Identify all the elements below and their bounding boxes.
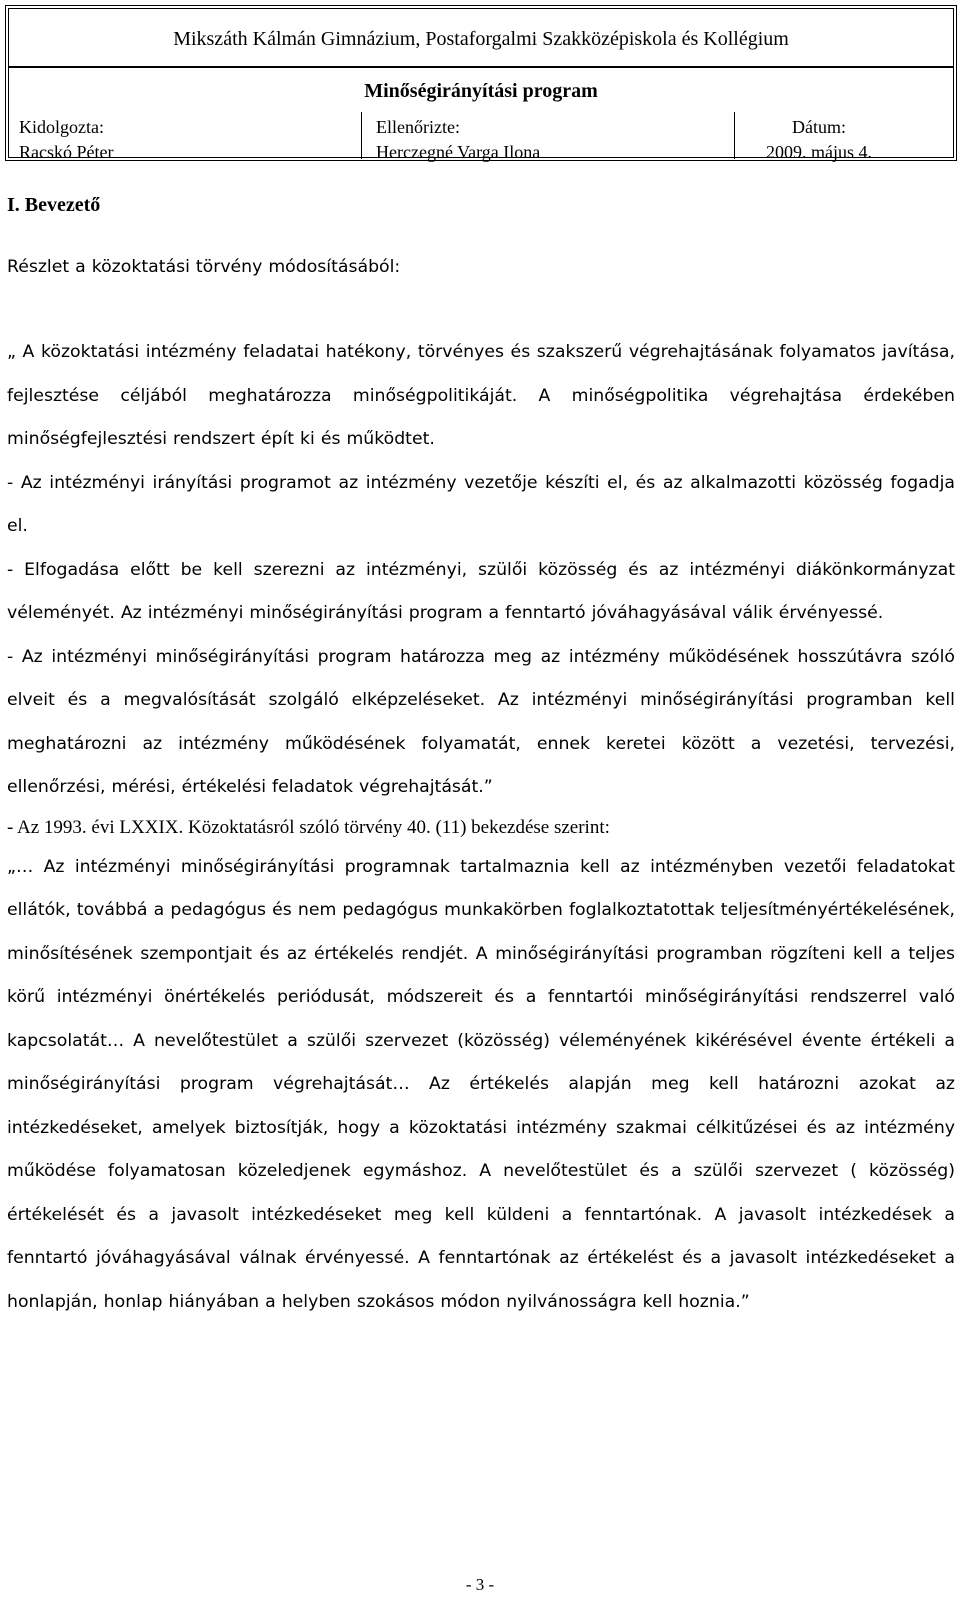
document-body bbox=[7, 191, 955, 1324]
intro-text: Részlet a közoktatási törvény módosításából: bbox=[7, 257, 401, 277]
section-heading: I. Bevezető bbox=[7, 194, 101, 216]
date-value: 2009. május 4. bbox=[766, 142, 872, 162]
school-name: Mikszáth Kálmán Gimnázium, Postaforgalmi Szakközépiskola és Kollégium bbox=[173, 28, 789, 50]
checker-block bbox=[376, 115, 540, 165]
checker-name: Herczegné Varga Ilona bbox=[376, 142, 541, 162]
program-title: Minőségirányítási program bbox=[364, 80, 598, 102]
author-block bbox=[19, 115, 113, 165]
law-quote-paragraph: - Az intézményi minőségirányítási program határozza meg az intézmény működésének hosszútávra szóló elveit és a megvalósítását szolgáló elképzeléseket. Az intézményi minőségirányítási programban kell meghatározni az intézmény működésének folyamatát, ennek keretei között a vezetési, tervezési, ellenőrzési, mérési, értékelési feladatok végrehajtását.” bbox=[7, 646, 955, 797]
document-header bbox=[5, 5, 957, 161]
column-divider bbox=[734, 112, 735, 159]
column-divider bbox=[361, 112, 362, 159]
header-divider bbox=[9, 66, 953, 68]
page-number: - 3 - bbox=[465, 1575, 495, 1594]
law-reference: - Az 1993. évi LXXIX. Közoktatásról szóló törvény 40. (11) bekezdése szerint: bbox=[7, 816, 610, 838]
author-label: Kidolgozta: bbox=[19, 117, 104, 137]
date-block bbox=[749, 115, 889, 165]
author-name: Racskó Péter bbox=[19, 142, 114, 162]
date-label: Dátum: bbox=[792, 117, 846, 137]
law-quote-paragraph: - Az intézményi irányítási programot az intézmény vezetője készíti el, és az alkalmazotti közösség fogadja el. bbox=[7, 472, 955, 536]
law-quote-paragraph: - Elfogadása előtt be kell szerezni az intézményi, szülői közösség és az intézményi diákönkormányzat véleményét. Az intézményi minőségirányítási program a fenntartó jóváhagyásával válik érvényessé. bbox=[7, 559, 955, 623]
law-quote-paragraph: „… Az intézményi minőségirányítási programnak tartalmaznia kell az intézményben vezetői feladatokat ellátók, továbbá a pedagógus és nem pedagógus munkakörben foglalkoztatottak teljesítményértékelésének, minősítésének szempontjait és az értékelés rendjét. A minőségirányítási programban rögzíteni kell a teljes körű intézményi önértékelés periódusát, módszereit és a fenntartói minőségirányítási rendszerrel való kapcsolatát… A nevelőtestület a szülői szervezet (közösség) véleményének kikérésével évente értékeli a minőségirányítási program végrehajtását… Az értékelés alapján meg kell határozni azokat az intézkedéseket, amelyek biztosítják, hogy a közoktatási intézmény szakmai célkitűzései és az intézmény működése folyamatosan közeledjenek egymáshoz. A nevelőtestület és a szülői szervezet ( közösség) értékelését és a javasolt intézkedéseket meg kell küldeni a fenntartónak. A javasolt intézkedések a fenntartó jóváhagyásával válnak érvényessé. A fenntartónak az értékelést és a javasolt intézkedéseket a honlapján, honlap hiányában a helyben szokásos módon nyilvánosságra kell hoznia.” bbox=[7, 856, 955, 1312]
law-quote-paragraph: „ A közoktatási intézmény feladatai hatékony, törvényes és szakszerű végrehajtásának folyamatos javítása, fejlesztése céljából meghatározza minőségpolitikáját. A minőségpolitika végrehajtása érdekében minőségfejlesztési rendszert épít ki és működtet. bbox=[7, 342, 955, 449]
checker-label: Ellenőrizte: bbox=[376, 117, 460, 137]
